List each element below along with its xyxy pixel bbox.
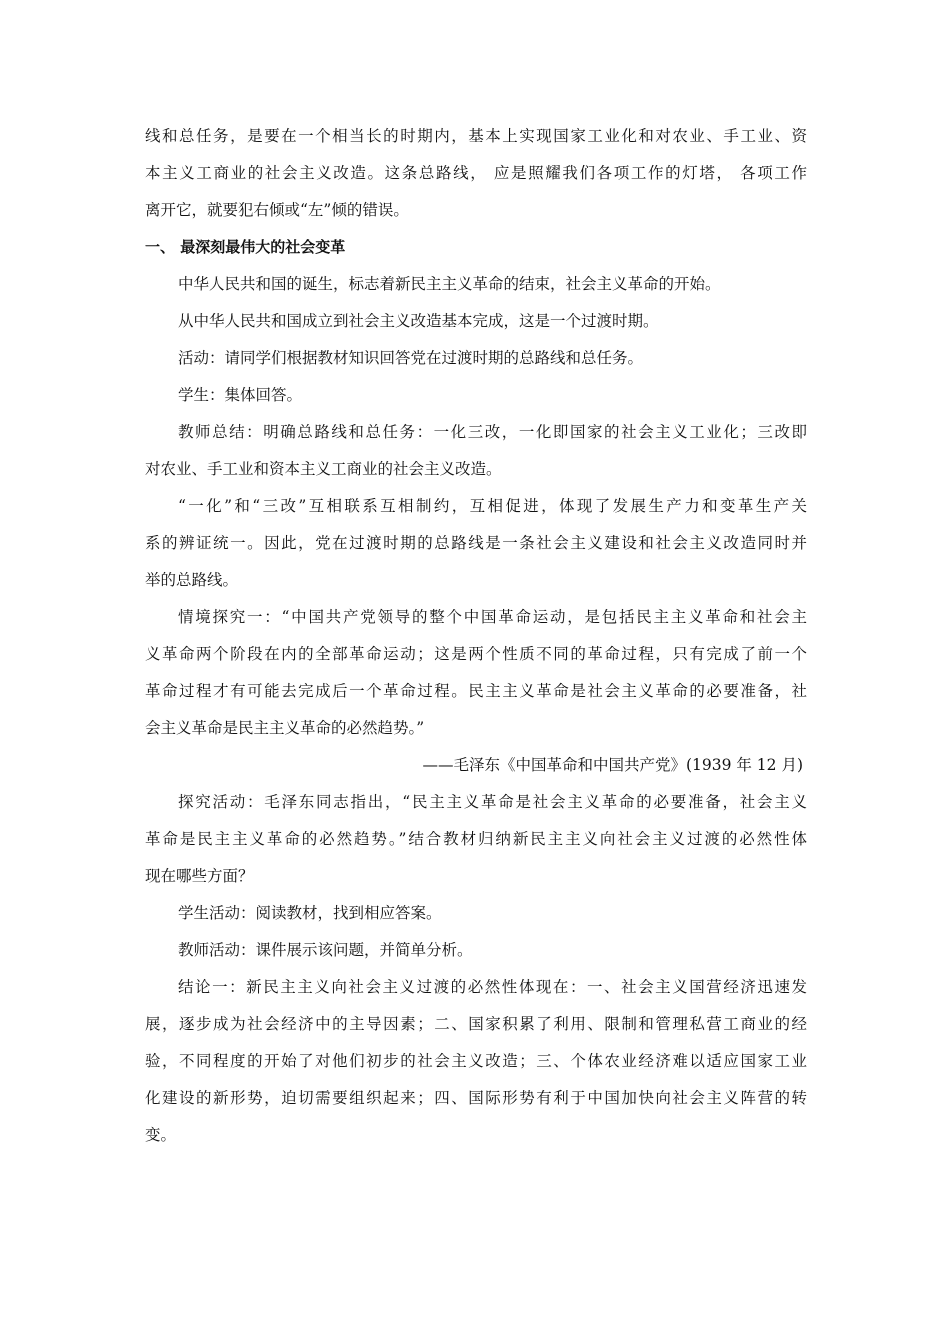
text-line: 展，逐步成为社会经济中的主导因素；二、国家积累了利用、限制和管理私营工商业的经 [145,1015,807,1033]
text-line: 会主义革命是民主主义革命的必然趋势。” [145,719,425,737]
text-line: 结论一：新民主主义向社会主义过渡的必然性体现在：一、社会主义国营经济迅速发 [178,978,807,996]
text-line: 离开它，就要犯右倾或“左”倾的错误。 [145,201,409,219]
text-line: 情境探究一：“中国共产党领导的整个中国革命运动，是包括民主主义革命和社会主 [178,608,807,626]
text-line: 义革命两个阶段在内的全部革命运动；这是两个性质不同的革命过程，只有完成了前一个 [145,645,807,663]
text-line: 线和总任务，是要在一个相当长的时期内，基本上实现国家工业化和对农业、手工业、资 [145,127,807,145]
text-line: 系的辨证统一。因此，党在过渡时期的总路线是一条社会主义建设和社会主义改造同时并 [145,534,807,552]
text-line: 探究活动：毛泽东同志指出，“民主主义革命是社会主义革命的必要准备，社会主义 [178,793,807,811]
paragraph: 中华人民共和国的诞生，标志着新民主主义革命的结束，社会主义革命的开始。 [178,275,721,293]
text-line: 本主义工商业的社会主义改造。这条总路线， 应是照耀我们各项工作的灯塔， 各项工作 [145,164,807,182]
text-line: 变。 [145,1126,177,1144]
text-line: “一化”和“三改”互相联系互相制约，互相促进，体现了发展生产力和变革生产关 [178,497,807,515]
paragraph: 学生：集体回答。 [178,386,303,404]
text-line: 举的总路线。 [145,571,239,589]
text-line: 革命过程才有可能去完成后一个革命过程。民主主义革命是社会主义革命的必要准备，社 [145,682,807,700]
quote-source: ——毛泽东《中国革命和中国共产党》(1939 年 12 月) [422,756,803,774]
document-body [145,118,807,1154]
paragraph: 从中华人民共和国成立到社会主义改造基本完成，这是一个过渡时期。 [178,312,659,330]
text-line: 化建设的新形势，迫切需要组织起来；四、国际形势有利于中国加快向社会主义阵营的转 [145,1089,807,1107]
paragraph: 学生活动：阅读教材，找到相应答案。 [178,904,442,922]
text-line: 革命是民主主义革命的必然趋势。”结合教材归纳新民主主义向社会主义过渡的必然性体 [145,830,807,848]
text-line: 验，不同程度的开始了对他们初步的社会主义改造；三、个体农业经济难以适应国家工业 [145,1052,807,1070]
paragraph: 教师活动：课件展示该问题，并简单分析。 [178,941,473,959]
paragraph: 活动：请同学们根据教材知识回答党在过渡时期的总路线和总任务。 [178,349,644,367]
section-heading: 一、 最深刻最伟大的社会变革 [145,238,346,256]
text-line: 现在哪些方面？ [145,867,254,885]
text-line: 对农业、手工业和资本主义工商业的社会主义改造。 [145,460,502,478]
text-line: 教师总结：明确总路线和总任务：一化三改，一化即国家的社会主义工业化；三改即 [178,423,807,441]
